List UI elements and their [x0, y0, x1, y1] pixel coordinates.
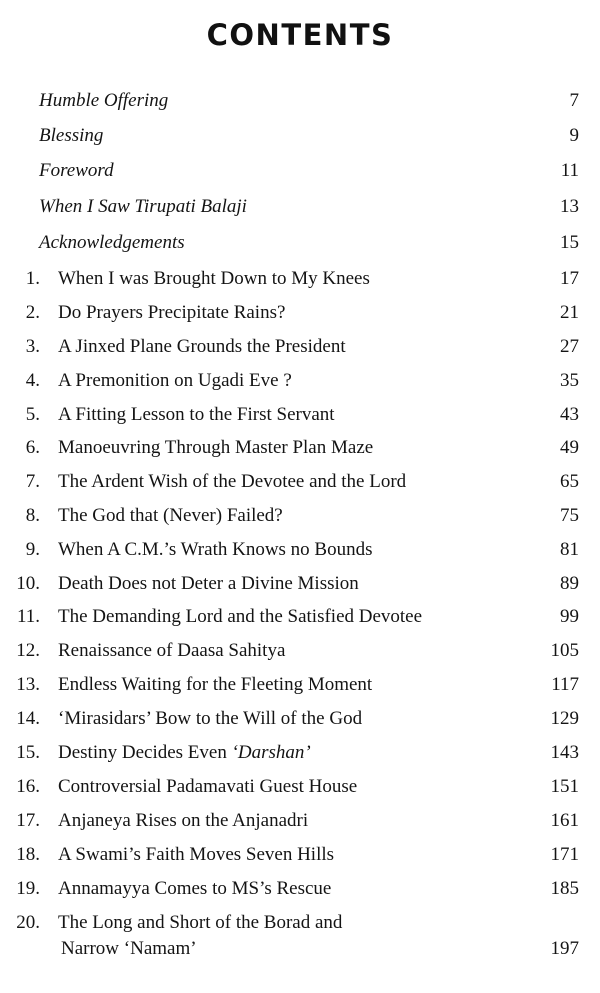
entry-title: When I was Brought Down to My Knees	[58, 268, 370, 289]
entry-page: 89	[560, 573, 579, 594]
entry-title: Controversial Padamavati Guest House	[58, 776, 358, 797]
entry-page: 161	[550, 810, 579, 831]
toc-entry-chapter-7	[0, 467, 600, 497]
entry-title: Blessing	[39, 125, 104, 146]
entry-title: The God that (Never) Failed?	[58, 505, 283, 526]
toc-entry-chapter-11	[0, 602, 600, 632]
entry-title: Acknowledgements	[39, 232, 185, 253]
entry-page: 81	[560, 539, 579, 560]
entry-page: 75	[560, 505, 579, 526]
chapter-number: 4.	[25, 370, 40, 391]
toc-entry-chapter-19	[0, 874, 600, 904]
entry-title: Manoeuvring Through Master Plan Maze	[58, 437, 374, 458]
entry-title: A Fitting Lesson to the First Servant	[58, 404, 335, 425]
entry-page: 49	[560, 437, 579, 458]
entry-page: 65	[560, 471, 579, 492]
entry-title: When A C.M.’s Wrath Knows no Bounds	[58, 539, 373, 560]
toc-entry-chapter-20	[0, 908, 600, 968]
entry-title: The Long and Short of the Borad and	[58, 912, 343, 933]
entry-title: A Swami’s Faith Moves Seven Hills	[58, 844, 335, 865]
toc-entry-chapter-2	[0, 298, 600, 328]
chapter-number: 20.	[16, 912, 40, 933]
entry-page: 9	[569, 125, 579, 146]
chapter-number: 8.	[25, 505, 40, 526]
entry-title-group	[58, 738, 311, 768]
chapter-number: 11.	[16, 606, 40, 627]
chapter-number: 14.	[16, 708, 40, 729]
page-title: CONTENTS	[206, 18, 394, 52]
entry-page: 27	[560, 336, 579, 357]
entry-title: Destiny Decides Even	[58, 742, 232, 763]
chapter-number: 19.	[16, 878, 40, 899]
entry-page: 129	[550, 708, 579, 729]
entry-title: Humble Offering	[39, 90, 169, 111]
entry-title: A Premonition on Ugadi Eve ?	[58, 370, 292, 391]
toc-entry-front-5	[0, 228, 600, 258]
chapter-number: 18.	[16, 844, 40, 865]
toc-entry-chapter-10	[0, 569, 600, 599]
toc-entry-chapter-14	[0, 704, 600, 734]
entry-title: Do Prayers Precipitate Rains?	[58, 302, 286, 323]
toc-entry-front-2	[0, 121, 600, 151]
toc-entry-front-4	[0, 192, 600, 222]
toc-entry-front-1	[0, 86, 600, 116]
entry-title: When I Saw Tirupati Balaji	[39, 196, 247, 217]
entry-page: 13	[560, 196, 579, 217]
entry-title: A Jinxed Plane Grounds the President	[58, 336, 346, 357]
entry-page: 21	[560, 302, 579, 323]
toc-entry-chapter-13	[0, 670, 600, 700]
entry-page: 197	[550, 938, 579, 959]
toc-entry-chapter-15	[0, 738, 600, 768]
chapter-number: 7.	[25, 471, 40, 492]
entry-page: 43	[560, 404, 579, 425]
entry-title: The Ardent Wish of the Devotee and the Lord	[58, 471, 407, 492]
entry-title-line-2: Narrow ‘Namam’	[61, 938, 197, 959]
entry-title: Endless Waiting for the Fleeting Moment	[58, 674, 373, 695]
chapter-number: 1.	[25, 268, 40, 289]
toc-entry-chapter-3	[0, 332, 600, 362]
chapter-number: 13.	[16, 674, 40, 695]
entry-page: 117	[551, 674, 579, 695]
toc-entry-front-3	[0, 156, 600, 186]
entry-page: 35	[560, 370, 579, 391]
chapter-number: 5.	[25, 404, 40, 425]
toc-entry-chapter-1	[0, 264, 600, 294]
entry-page: 15	[560, 232, 579, 253]
entry-title: ‘Mirasidars’ Bow to the Will of the God	[58, 708, 363, 729]
chapter-number: 6.	[25, 437, 40, 458]
entry-title: Foreword	[39, 160, 114, 181]
chapter-number: 15.	[16, 742, 40, 763]
toc-entry-chapter-16	[0, 772, 600, 802]
entry-page: 171	[550, 844, 579, 865]
toc-entry-chapter-5	[0, 400, 600, 430]
chapter-number: 16.	[16, 776, 40, 797]
toc-entry-chapter-8	[0, 501, 600, 531]
toc-entry-chapter-17	[0, 806, 600, 836]
toc-entry-chapter-18	[0, 840, 600, 870]
entry-title: Death Does not Deter a Divine Mission	[58, 573, 359, 594]
entry-page: 7	[569, 90, 579, 111]
entry-title: The Demanding Lord and the Satisfied Devotee	[58, 606, 423, 627]
entry-title: Annamayya Comes to MS’s Rescue	[58, 878, 332, 899]
toc-entry-chapter-12	[0, 636, 600, 666]
chapter-number: 10.	[16, 573, 40, 594]
entry-title: Anjaneya Rises on the Anjanadri	[58, 810, 309, 831]
entry-title-italic: ‘Darshan’	[231, 742, 311, 763]
entry-page: 99	[560, 606, 579, 627]
chapter-number: 3.	[25, 336, 40, 357]
entry-title: Renaissance of Daasa Sahitya	[58, 640, 286, 661]
chapter-number: 2.	[25, 302, 40, 323]
entry-page: 105	[550, 640, 579, 661]
entry-page: 185	[550, 878, 579, 899]
toc-entry-chapter-9	[0, 535, 600, 565]
entry-page: 151	[550, 776, 579, 797]
entry-page: 11	[560, 160, 579, 181]
toc-entry-chapter-4	[0, 366, 600, 396]
toc-entry-chapter-6	[0, 433, 600, 463]
chapter-number: 9.	[25, 539, 40, 560]
chapter-number: 17.	[16, 810, 40, 831]
entry-page: 17	[560, 268, 579, 289]
chapter-number: 12.	[16, 640, 40, 661]
entry-page: 143	[550, 742, 579, 763]
